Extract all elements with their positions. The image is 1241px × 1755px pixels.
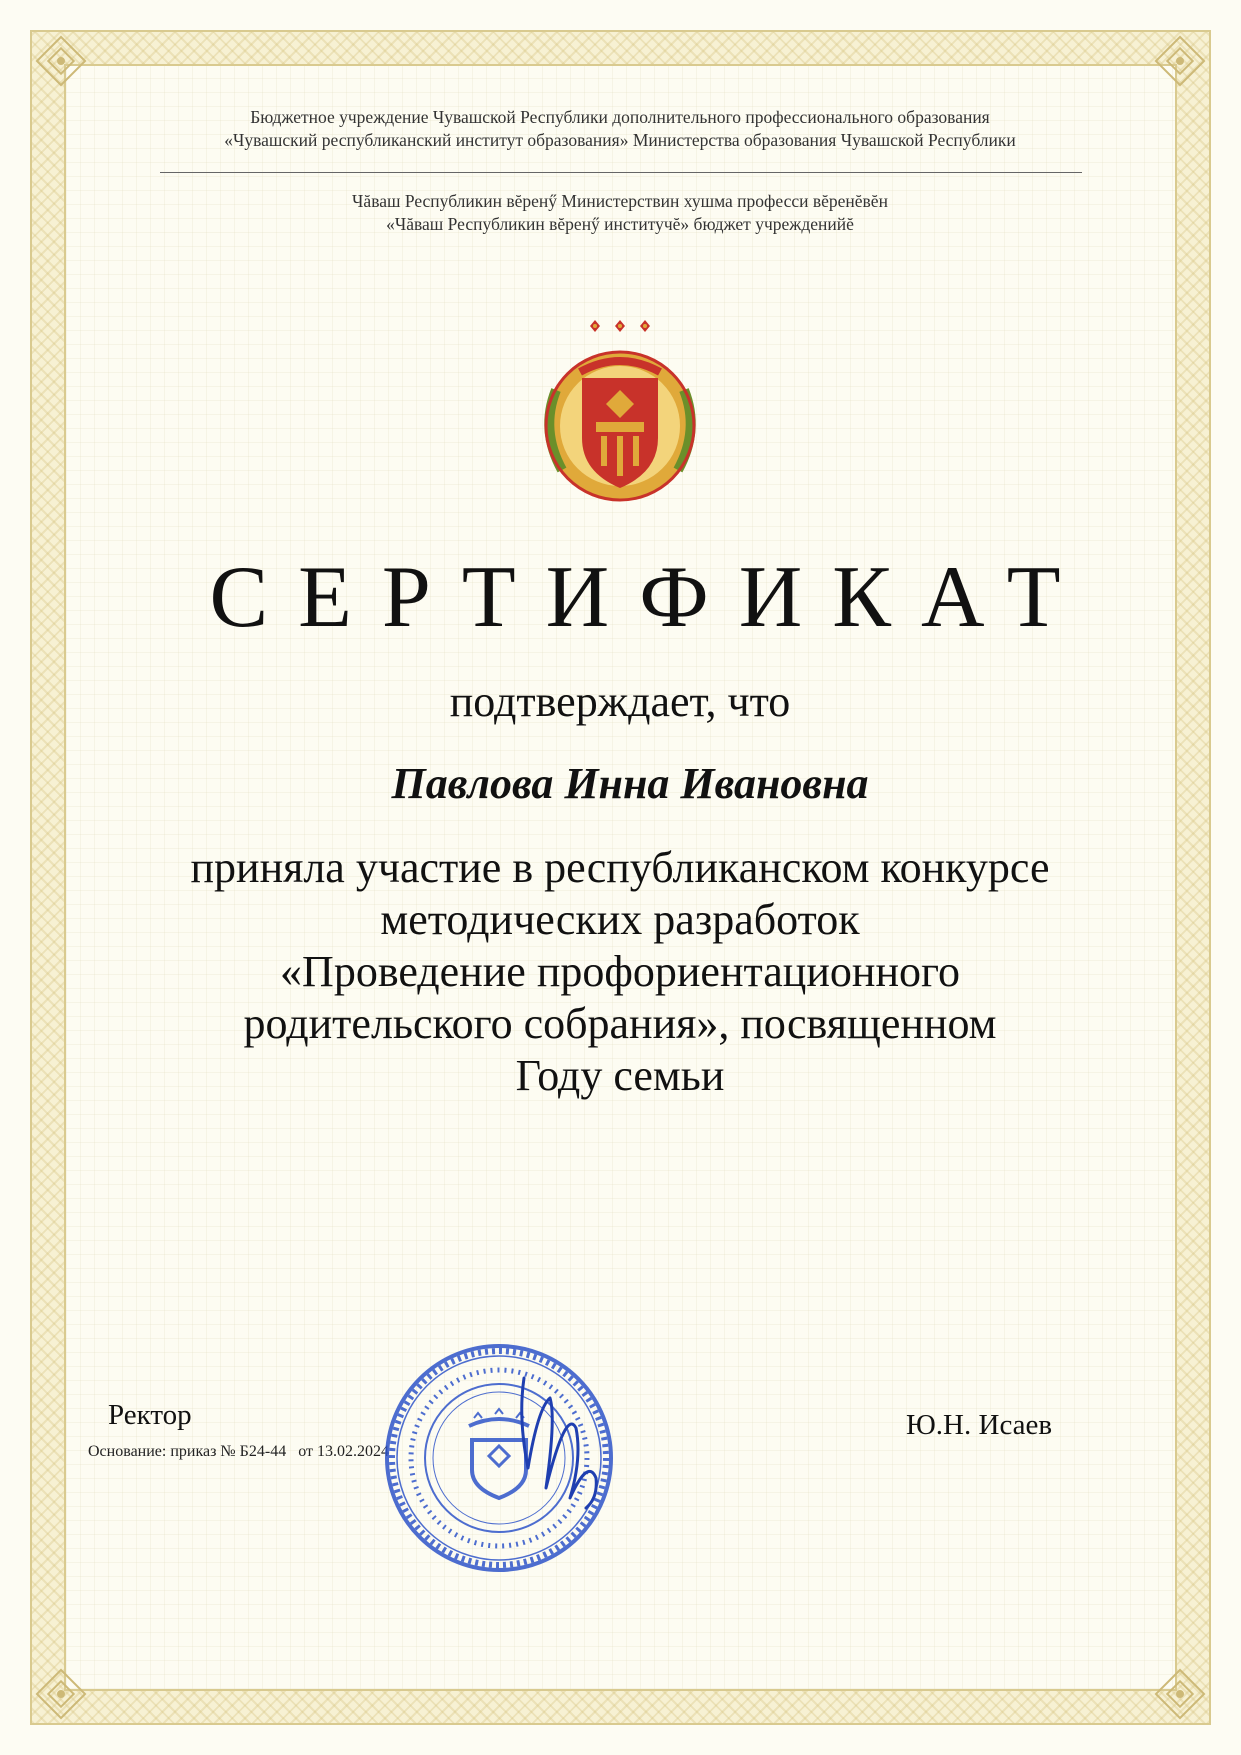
body-line: родительского собрания», посвященном — [243, 999, 997, 1048]
body-line: Году семьи — [515, 1051, 725, 1100]
signer-name: Ю.Н. Исаев — [906, 1409, 1053, 1441]
corner-ornament-icon — [34, 34, 88, 88]
rector-label: Ректор — [108, 1399, 192, 1431]
order-date: от 13.02.2024 — [298, 1443, 389, 1460]
signature-icon — [522, 1378, 597, 1508]
body-line: методических разработок — [380, 895, 860, 944]
header-line: «Чувашский республиканский институт образования» Министерства образования Чувашской Республики — [224, 130, 1016, 150]
header-line: «Чăваш Республикин вĕренӳ институчĕ» бюджет учрежденийĕ — [386, 214, 854, 234]
body-line: «Проведение профориентационного — [280, 947, 960, 996]
order-number: Основание: приказ № Б24-44 — [88, 1443, 287, 1460]
corner-ornament-icon — [1153, 1667, 1207, 1721]
official-stamp-icon — [374, 1318, 654, 1598]
corner-ornament-icon — [34, 1667, 88, 1721]
institution-header-cv — [140, 190, 1100, 236]
corner-ornament-icon — [1153, 34, 1207, 88]
certificate-body — [60, 842, 1180, 1102]
certificate-title: СЕРТИФИКАТ — [209, 549, 1091, 646]
recipient-name: Павлова Инна Ивановна — [391, 759, 869, 808]
chuvash-coat-of-arms-icon — [520, 318, 720, 508]
confirms-text: подтверждает, что — [449, 677, 791, 726]
header-line: Бюджетное учреждение Чувашской Республики дополнительного профессионального образования — [250, 107, 990, 127]
institution-header-ru — [140, 106, 1100, 152]
header-line: Чăваш Республикин вĕренӳ Министерствин хушма професси вĕренĕвĕн — [352, 191, 888, 211]
header-divider — [160, 172, 1082, 173]
body-line: приняла участие в республиканском конкурсе — [190, 843, 1050, 892]
order-basis — [88, 1442, 389, 1462]
